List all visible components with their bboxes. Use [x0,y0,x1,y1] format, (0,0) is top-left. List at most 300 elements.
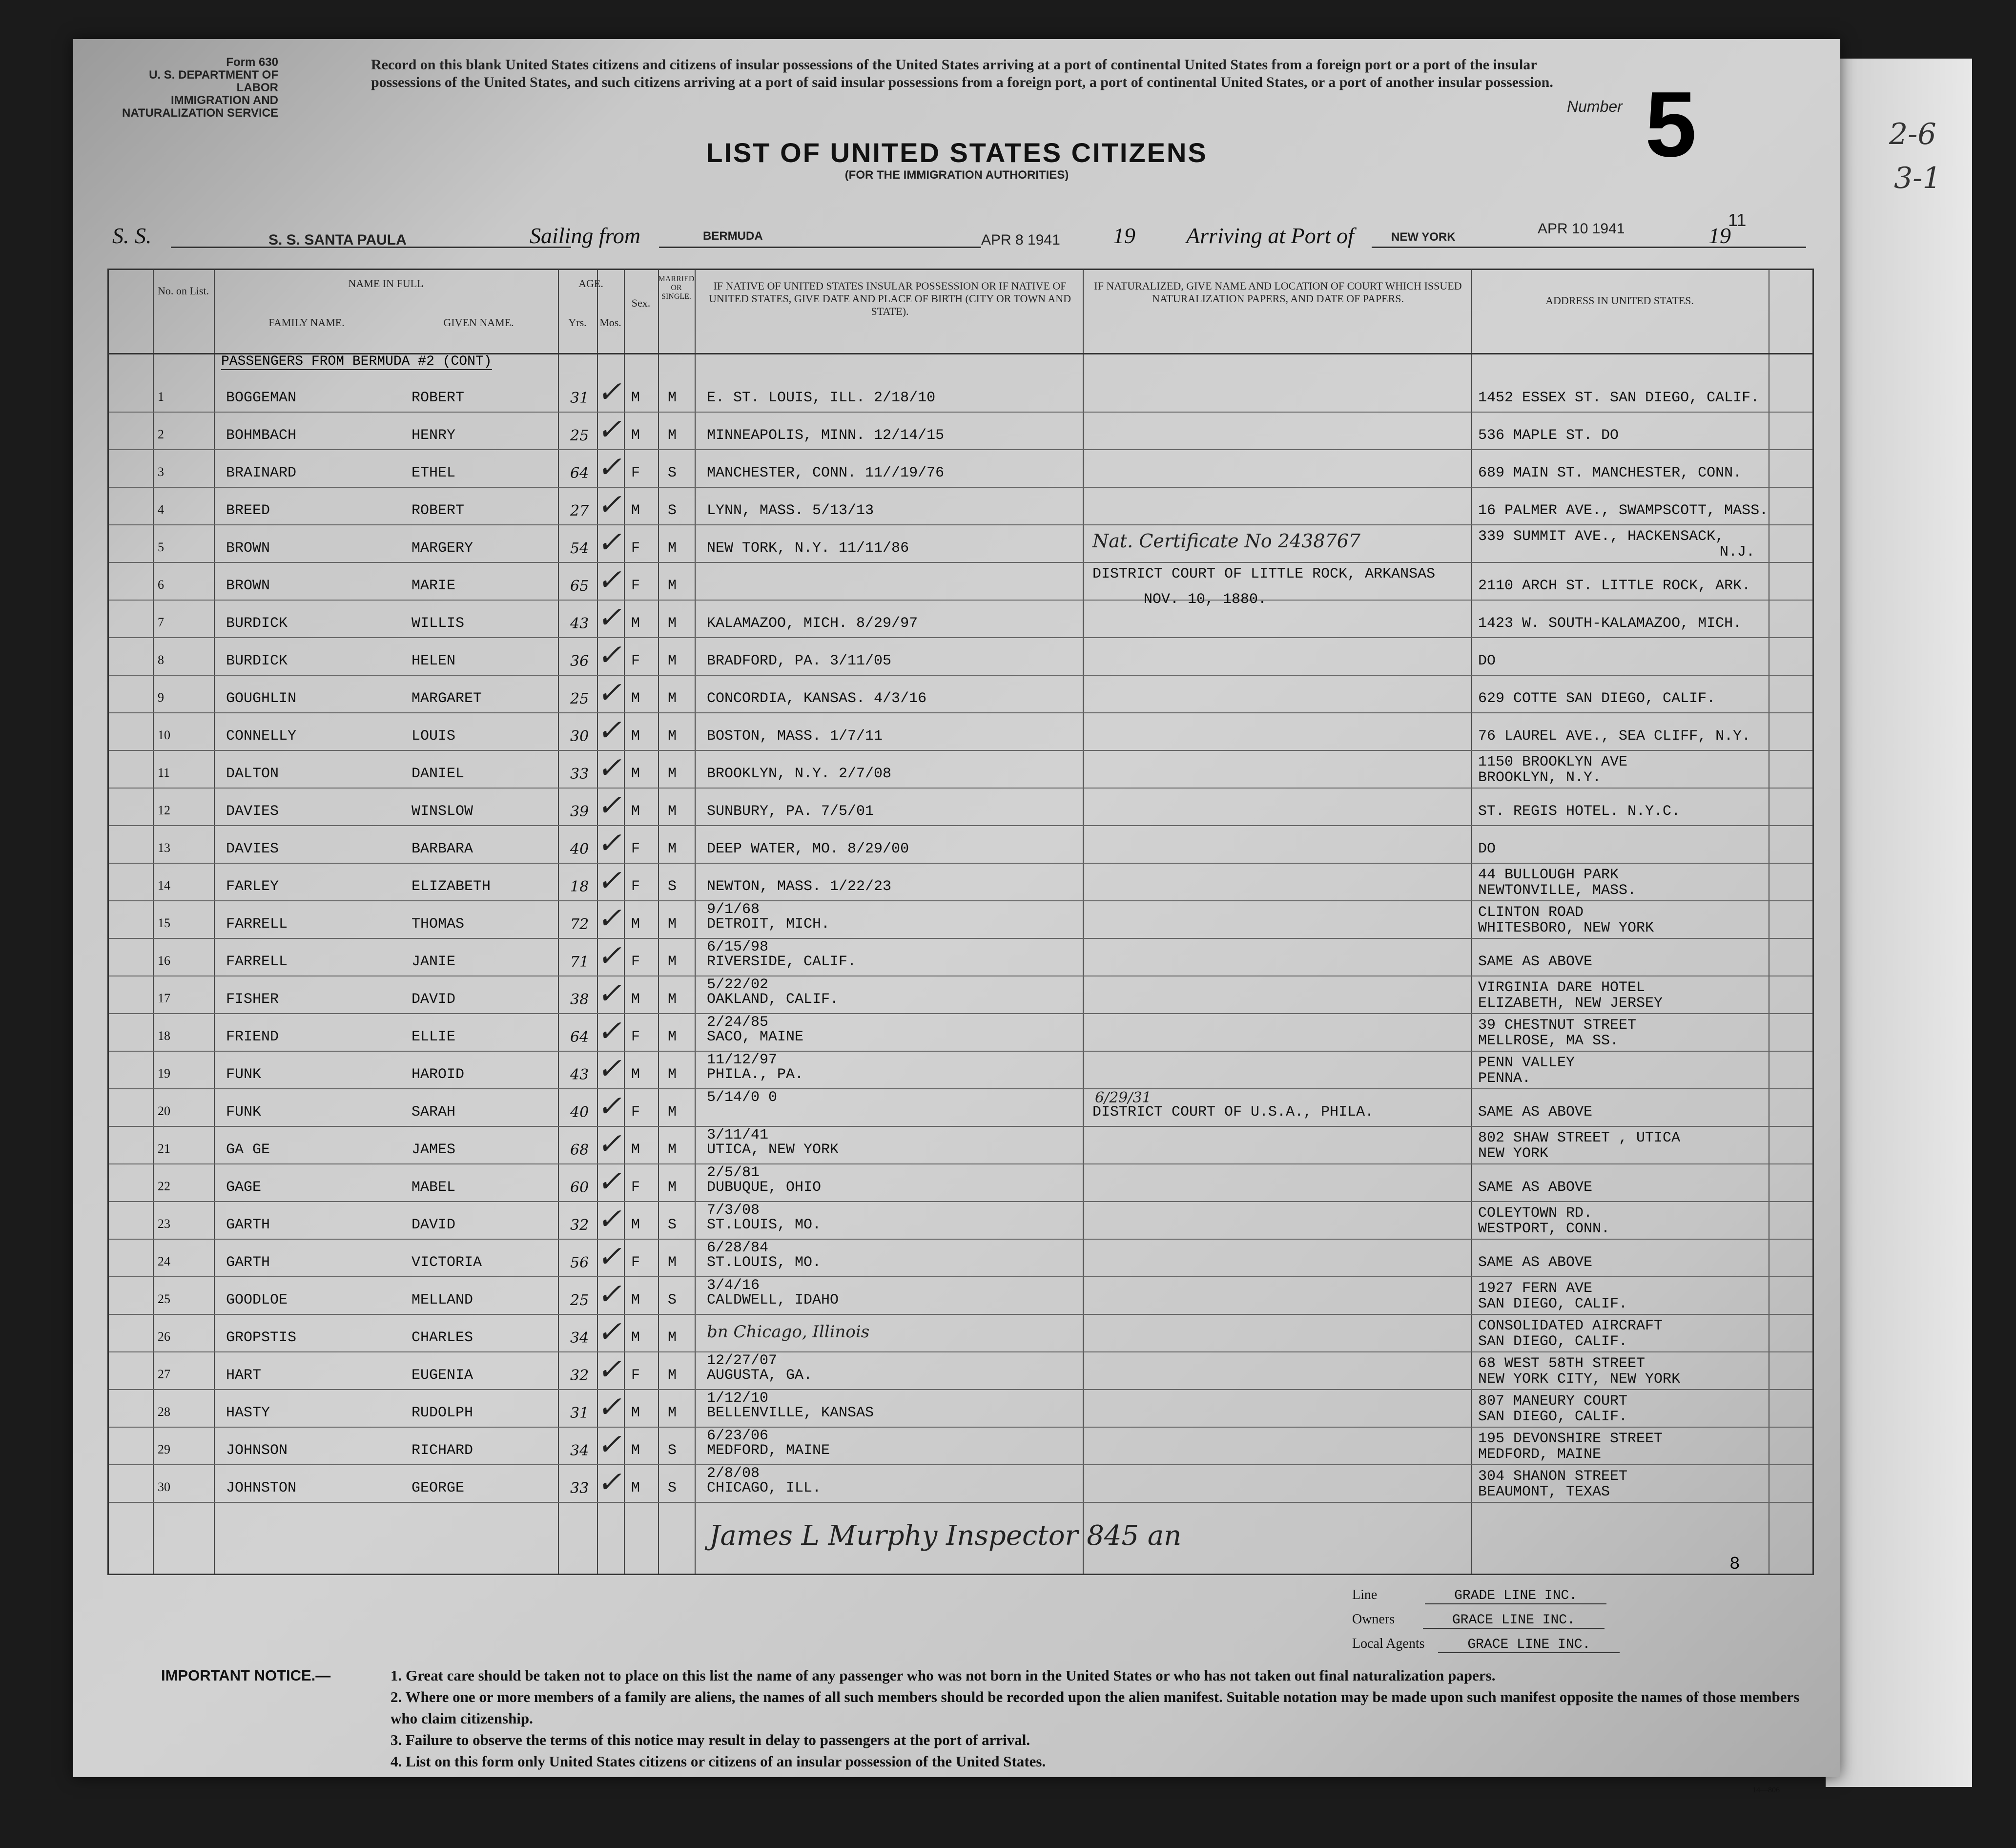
given-name: EUGENIA [411,1367,473,1384]
address: 1423 W. SOUTH-KALAMAZOO, MICH. [1478,615,1742,632]
family-name: HASTY [226,1405,270,1421]
row-number: 18 [158,1029,170,1043]
family-name: BREED [226,502,270,519]
row-number: 2 [158,427,164,441]
check-mark-icon: ✓ [597,375,622,409]
agents-row [1352,1636,1620,1652]
birthplace: E. ST. LOUIS, ILL. 2/18/10 [707,390,936,406]
check-mark-icon: ✓ [597,1277,622,1311]
check-mark-icon: ✓ [597,1089,622,1123]
arrival-port: NEW YORK [1391,230,1456,244]
given-name: MELLAND [411,1292,473,1308]
family-name: GOUGHLIN [226,690,297,707]
row-number: 29 [158,1442,170,1456]
row-number: 14 [158,878,170,893]
check-mark-icon: ✓ [597,1428,622,1462]
marital-status: M [668,653,677,669]
marital-status: M [668,991,677,1008]
table-row [109,413,1812,450]
row-number: 1 [158,390,164,404]
family-name: BOHMBACH [226,427,297,444]
marital-status: M [668,615,677,632]
family-name: DAVIES [226,803,279,820]
sheet-count: 8 [1729,1554,1740,1574]
birthplace: BELLENVILLE, KANSAS [707,1405,874,1421]
birthplace: MEDFORD, MAINE [707,1442,830,1459]
table-row [109,939,1812,976]
margin-note: 3-1 [1894,161,1941,195]
birthplace: CONCORDIA, KANSAS. 4/3/16 [707,690,927,707]
owners-row [1352,1611,1605,1628]
col-birth: IF NATIVE OF UNITED STATES INSULAR POSSESSION OR IF NATIVE OF UNITED STATES, GIVE DATE AND PLACE OF BIRTH (CITY OR TOWN AND STATE). [708,280,1071,317]
col-naturalized: IF NATURALIZED, GIVE NAME AND LOCATION OF COURT WHICH ISSUED NATURALIZATION PAPERS, AND DATE OF PAPERS. [1094,280,1462,305]
marital-status: M [668,690,677,707]
age: 31 [570,1405,589,1422]
sex: M [631,916,640,933]
address-line-2: SAN DIEGO, CALIF. [1478,1333,1628,1350]
check-mark-icon: ✓ [597,789,622,823]
address: 76 LAUREL AVE., SEA CLIFF, N.Y. [1478,728,1751,745]
age: 32 [570,1367,589,1384]
age: 60 [570,1179,589,1196]
given-name: JAMES [411,1142,456,1158]
address: PENN VALLEY [1478,1055,1575,1071]
birthplace: PHILA., PA. [707,1066,804,1083]
birth-date: 6/28/84 [707,1240,769,1256]
marital-status: M [668,1254,677,1271]
family-name: BOGGEMAN [226,390,297,406]
birth-date: 1/12/10 [707,1390,769,1407]
marital-status: M [668,1367,677,1384]
naturalization: Nat. Certificate No 2438767 [1092,530,1361,552]
birthplace: DEEP WATER, MO. 8/29/00 [707,841,909,857]
form-number: Form 630 [226,56,278,69]
department: U. S. DEPARTMENT OF LABOR [149,68,278,94]
row-number: 5 [158,540,164,554]
col-address: ADDRESS IN UNITED STATES. [1545,294,1694,307]
given-name: ROBERT [411,502,465,519]
family-name: FUNK [226,1104,262,1121]
family-name: BRAINARD [226,465,297,481]
birth-date: 5/14/0 0 [707,1089,778,1106]
arrival-date: APR 10 1941 [1538,221,1625,237]
arriving-label: Arriving at Port of [1186,223,1354,248]
sailing-label: Sailing from [530,223,641,248]
page-title: LIST OF UNITED STATES CITIZENS [706,137,1208,168]
family-name: GROPSTIS [226,1329,297,1346]
sailing-from: BERMUDA [703,229,763,243]
given-name: HAROID [411,1066,465,1083]
check-mark-icon: ✓ [597,563,622,597]
service: IMMIGRATION AND NATURALIZATION SERVICE [122,94,278,120]
family-name: FRIEND [226,1029,279,1045]
given-name: MARIE [411,578,456,594]
row-number: 19 [158,1066,170,1080]
nineteen: 19 [1113,223,1135,248]
birth-date: 2/24/85 [707,1014,769,1031]
col-given: GIVEN NAME. [443,316,514,329]
sex: F [631,1104,640,1121]
row-number: 11 [158,766,170,780]
sail-date: APR 8 1941 [981,232,1060,248]
address-line-2: PENNA. [1478,1070,1531,1087]
marital-status: S [668,1217,677,1233]
given-name: CHARLES [411,1329,473,1346]
sex: F [631,1029,640,1045]
table-row [109,676,1812,713]
line-value: GRADE LINE INC. [1425,1588,1606,1604]
row-number: 3 [158,465,164,479]
address-line-2: MELLROSE, MA SS. [1478,1033,1619,1049]
address-line-2: NEW YORK CITY, NEW YORK [1478,1371,1681,1388]
nineteen-2: 19 [1708,223,1731,248]
address: CLINTON ROAD [1478,904,1584,921]
row-number: 17 [158,991,170,1005]
table-row [109,563,1812,608]
sheet-number: 5 [1645,73,1697,176]
birth-date: 2/5/81 [707,1164,760,1181]
col-married: MARRIED OR SINGLE. [658,275,695,301]
birth-date: 11/12/97 [707,1052,778,1068]
birthplace: UTICA, NEW YORK [707,1142,839,1158]
marital-status: M [668,1179,677,1196]
check-mark-icon: ✓ [597,1465,622,1499]
marital-status: S [668,878,677,895]
check-mark-icon: ✓ [597,450,622,484]
notice-heading: IMPORTANT NOTICE.— [161,1667,331,1684]
sex: M [631,1329,640,1346]
birth-date: 7/3/08 [707,1202,760,1219]
address: 802 SHAW STREET , UTICA [1478,1130,1681,1146]
naturalization-date: NOV. 10, 1880. [1144,591,1267,608]
age: 56 [570,1254,589,1271]
birthplace: CALDWELL, IDAHO [707,1292,839,1308]
given-name: BARBARA [411,841,473,857]
address-line-2: NEWTONVILLE, MASS. [1478,882,1637,899]
marital-status: M [668,427,677,444]
address: VIRGINIA DARE HOTEL [1478,979,1646,996]
sex: F [631,540,640,557]
row-number: 22 [158,1179,170,1193]
age: 43 [570,615,589,632]
family-name: BROWN [226,578,270,594]
address: 1150 BROOKLYN AVE [1478,754,1628,770]
check-mark-icon: ✓ [597,488,622,522]
birthplace: AUGUSTA, GA. [707,1367,813,1384]
inspector-signature: James L Murphy Inspector 845 an [709,1520,1182,1552]
row-number: 13 [158,841,170,855]
family-name: FARRELL [226,916,288,933]
row-number: 4 [158,502,164,517]
line-row [1352,1587,1606,1603]
col-yrs: Yrs. [568,316,587,329]
birthplace: BRADFORD, PA. 3/11/05 [707,653,892,669]
birthplace: ST.LOUIS, MO. [707,1254,822,1271]
table-row [109,713,1812,751]
age: 27 [570,502,589,519]
age: 43 [570,1066,589,1083]
marital-status: S [668,465,677,481]
table-row [109,1277,1812,1315]
birthplace: MINNEAPOLIS, MINN. 12/14/15 [707,427,945,444]
notice-item: 3. Failure to observe the terms of this notice may result in delay to passengers at the port of arrival. [391,1731,1030,1748]
sex: F [631,1254,640,1271]
owners-label: Owners [1352,1612,1395,1627]
table-row [109,375,1812,413]
given-name: WINSLOW [411,803,473,820]
passenger-table [107,269,1814,1575]
sex: F [631,578,640,594]
sex: F [631,465,640,481]
row-number: 25 [158,1292,170,1306]
birth-date: 2/8/08 [707,1465,760,1482]
col-no: No. on List. [157,285,209,297]
notice-items [391,1665,1806,1772]
col-family: FAMILY NAME. [268,316,345,329]
birthplace: KALAMAZOO, MICH. 8/29/97 [707,615,918,632]
sex: M [631,1217,640,1233]
sex: F [631,1367,640,1384]
table-row [109,864,1812,901]
address: 39 CHESTNUT STREET [1478,1017,1637,1034]
family-name: BURDICK [226,615,288,632]
check-mark-icon: ✓ [597,676,622,710]
address-line-2: WHITESBORO, NEW YORK [1478,920,1654,936]
col-name: NAME IN FULL [348,277,424,290]
table-row [109,525,1812,563]
adjacent-page [1826,59,1972,1787]
birth-date: 9/1/68 [707,901,760,918]
marital-status: M [668,766,677,782]
marital-status: M [668,1405,677,1421]
family-name: FARLEY [226,878,279,895]
table-row [109,450,1812,488]
row-number: 7 [158,615,164,629]
page-mark: 11 [1728,210,1747,230]
age: 64 [570,1029,589,1046]
sex: M [631,728,640,745]
naturalization: DISTRICT COURT OF U.S.A., PHILA. [1092,1104,1374,1121]
birthplace: SUNBURY, PA. 7/5/01 [707,803,874,820]
birthplace: OAKLAND, CALIF. [707,991,839,1008]
family-name: BROWN [226,540,270,557]
row-number: 27 [158,1367,170,1381]
address: 536 MAPLE ST. DO [1478,427,1619,444]
marital-status: S [668,1480,677,1496]
age: 32 [570,1217,589,1234]
notice-item: 2. Where one or more members of a family are aliens, the names of all such members should be recorded upon the alien manifest. Suitable notation may be made upon such manifest opposite the names of those members who claim citizenship. [391,1688,1800,1727]
table-row [109,488,1812,525]
check-mark-icon: ✓ [597,413,622,447]
marital-status: M [668,803,677,820]
table-row [109,1240,1812,1277]
given-name: RICHARD [411,1442,473,1459]
given-name: MARGERY [411,540,473,557]
age: 39 [570,803,589,820]
marital-status: M [668,540,677,557]
marital-status: M [668,578,677,594]
naturalization-date: 6/29/31 [1095,1089,1152,1106]
check-mark-icon: ✓ [597,939,622,973]
table-row [109,1164,1812,1202]
address: 629 COTTE SAN DIEGO, CALIF. [1478,690,1716,707]
check-mark-icon: ✓ [597,713,622,748]
address: SAME AS ABOVE [1478,954,1593,970]
address: SAME AS ABOVE [1478,1254,1593,1271]
section-heading: PASSENGERS FROM BERMUDA #2 (CONT) [221,354,492,369]
table-row [109,1465,1812,1503]
marital-status: M [668,1142,677,1158]
table-row [109,1202,1812,1240]
birth-date: 5/22/02 [707,976,769,993]
birth-date: 6/23/06 [707,1428,769,1444]
age: 54 [570,540,589,557]
birthplace: BOSTON, MASS. 1/7/11 [707,728,883,745]
sex: F [631,954,640,970]
instructions: Record on this blank United States citizens and citizens of insular possessions of the United States arriving at a port of continental United States from a foreign port or a port of the insular possessions of the United States, and such citizens arriving at a port of said insular possessions from a foreign port, a port of continental United States, or a port of another insular possession. [371,57,1553,90]
check-mark-icon: ✓ [597,601,622,635]
check-mark-icon: ✓ [597,826,622,860]
sex: M [631,766,640,782]
address-line-2: WESTPORT, CONN. [1478,1221,1610,1237]
address: 339 SUMMIT AVE., HACKENSACK, [1478,528,1725,545]
family-name: JOHNSTON [226,1480,297,1496]
given-name: VICTORIA [411,1254,482,1271]
address: 2110 ARCH ST. LITTLE ROCK, ARK. [1478,578,1751,594]
given-name: THOMAS [411,916,465,933]
address-line-2: NEW YORK [1478,1145,1549,1162]
notice-item: 1. Great care should be taken not to place on this list the name of any passenger who was not born in the United States or who has not taken out final naturalization papers. [391,1667,1496,1684]
table-row [109,826,1812,864]
sex: M [631,1066,640,1083]
notice-item: 4. List on this form only United States citizens or citizens of an insular possession of the United States. [391,1753,1046,1770]
birthplace: RIVERSIDE, CALIF. [707,954,857,970]
table-row [109,1014,1812,1052]
address: DO [1478,841,1496,857]
check-mark-icon: ✓ [597,1240,622,1274]
family-name: GA GE [226,1142,270,1158]
sex: F [631,653,640,669]
address-line-2: SAN DIEGO, CALIF. [1478,1409,1628,1425]
address: 68 WEST 58TH STREET [1478,1355,1646,1372]
age: 25 [570,1292,589,1309]
given-name: WILLIS [411,615,465,632]
given-name: DANIEL [411,766,465,782]
check-mark-icon: ✓ [597,751,622,785]
address-line-2: SAN DIEGO, CALIF. [1478,1296,1628,1312]
table-row [109,976,1812,1014]
table-row [109,1428,1812,1465]
agents-label: Local Agents [1352,1636,1425,1651]
sex: M [631,427,640,444]
sex: M [631,1405,640,1421]
age: 40 [570,1104,589,1121]
sex: M [631,1480,640,1496]
table-row [109,901,1812,939]
table-row [109,1352,1812,1390]
marital-status: M [668,1104,677,1121]
margin-note: 2-6 [1889,117,1936,151]
check-mark-icon: ✓ [597,1052,622,1086]
table-row [109,601,1812,638]
address: 1452 ESSEX ST. SAN DIEGO, CALIF. [1478,390,1760,406]
birth-date: 3/4/16 [707,1277,760,1294]
line-label: Line [1352,1587,1378,1602]
check-mark-icon: ✓ [597,1352,622,1387]
row-number: 30 [158,1480,170,1494]
birthplace-handwritten: bn Chicago, Illinois [707,1322,870,1342]
naturalization: DISTRICT COURT OF LITTLE ROCK, ARKANSAS [1092,566,1436,582]
agents-value: GRACE LINE INC. [1438,1637,1620,1653]
owners-value: GRACE LINE INC. [1423,1613,1605,1629]
given-name: ELLIE [411,1029,456,1045]
address-line-2: N.J. [1720,544,1755,561]
age: 65 [570,578,589,595]
sex: F [631,1179,640,1196]
given-name: LOUIS [411,728,456,745]
family-name: FUNK [226,1066,262,1083]
sex: M [631,1442,640,1459]
row-number: 6 [158,578,164,592]
family-name: DALTON [226,766,279,782]
marital-status: M [668,954,677,970]
family-name: BURDICK [226,653,288,669]
table-row [109,751,1812,789]
marital-status: S [668,1442,677,1459]
check-mark-icon: ✓ [597,1164,622,1199]
form-code: 14—806 [1752,1786,1780,1794]
address: DO [1478,653,1496,669]
sex: M [631,803,640,820]
marital-status: M [668,728,677,745]
address: 304 SHANON STREET [1478,1468,1628,1485]
family-name: GOODLOE [226,1292,288,1308]
row-number: 10 [158,728,170,742]
address: SAME AS ABOVE [1478,1104,1593,1121]
age: 36 [570,653,589,670]
family-name: GARTH [226,1217,270,1233]
family-name: GARTH [226,1254,270,1271]
row-number: 15 [158,916,170,930]
birthplace: NEW TORK, N.Y. 11/11/86 [707,540,909,557]
form-identifier [117,56,278,120]
address: 44 BULLOUGH PARK [1478,867,1619,883]
age: 34 [570,1442,589,1459]
sex: M [631,991,640,1008]
family-name: GAGE [226,1179,262,1196]
age: 64 [570,465,589,482]
birthplace: ST.LOUIS, MO. [707,1217,822,1233]
age: 30 [570,728,589,745]
table-row [109,1315,1812,1352]
row-number: 23 [158,1217,170,1231]
check-mark-icon: ✓ [597,1127,622,1161]
sex: M [631,1292,640,1308]
given-name: MABEL [411,1179,456,1196]
check-mark-icon: ✓ [597,864,622,898]
check-mark-icon: ✓ [597,638,622,672]
table-row [109,1052,1812,1089]
table-row [109,1089,1812,1127]
sex: F [631,878,640,895]
address: SAME AS ABOVE [1478,1179,1593,1196]
birth-date: 3/11/41 [707,1127,769,1143]
marital-status: S [668,502,677,519]
given-name: ETHEL [411,465,456,481]
given-name: ROBERT [411,390,465,406]
age: 33 [570,766,589,783]
age: 71 [570,954,589,971]
